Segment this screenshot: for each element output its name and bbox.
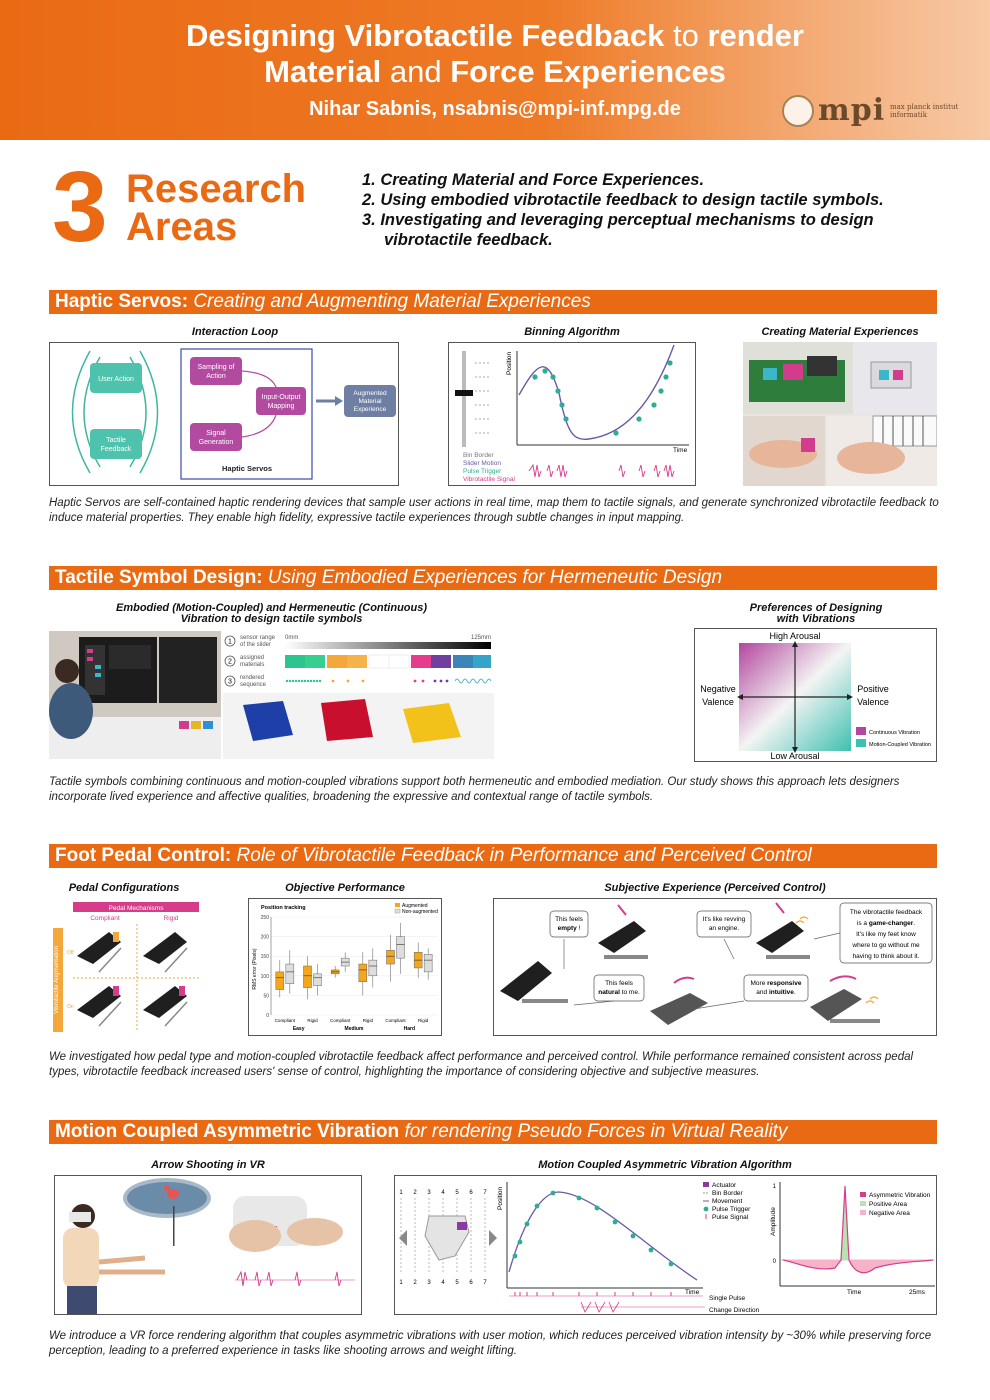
svg-text:Change Direction: Change Direction xyxy=(709,1307,760,1314)
svg-text:1: 1 xyxy=(399,1280,403,1286)
section-motion-coupled-title: Motion Coupled Asymmetric Vibration for rendering Pseudo Forces in Virtual Reality xyxy=(49,1120,937,1144)
objective-performance-boxplot xyxy=(248,898,442,1036)
svg-text:assigned: assigned xyxy=(240,655,265,661)
haptic-servos-description: Haptic Servos are self-contained haptic rendering devices that sample user actions in real time, map them to tactile signals, and generate synchronized vibrotactile feedback to induce material properties. They enable high fidelity, expressive tactile experiences through subtle changes in input mapping. xyxy=(49,497,939,524)
research-areas-list xyxy=(362,170,962,250)
svg-text:Negative: Negative xyxy=(700,684,736,694)
svg-text:0mm: 0mm xyxy=(285,635,299,641)
svg-text:Time: Time xyxy=(847,1289,862,1296)
svg-text:Pedal Mechanisms: Pedal Mechanisms xyxy=(108,905,164,912)
mpi-logo xyxy=(782,93,962,133)
y-tick-label: 100 xyxy=(260,973,269,980)
svg-text:Single Pulse: Single Pulse xyxy=(709,1295,746,1302)
svg-text:3: 3 xyxy=(427,1190,431,1196)
legend-augmented: Augmented xyxy=(402,903,428,909)
svg-text:This feels: This feels xyxy=(605,980,633,987)
svg-text:4: 4 xyxy=(441,1190,445,1196)
legend-non-augmented: Non-augmented xyxy=(402,909,438,915)
svg-text:Pulse Trigger: Pulse Trigger xyxy=(463,468,502,475)
subjective-experience-figure xyxy=(493,898,937,1036)
svg-text:rendered: rendered xyxy=(240,675,265,681)
research-area-item: 1. Creating Material and Force Experiences. xyxy=(362,171,705,189)
tactile-symbol-figure xyxy=(223,631,494,759)
svg-text:Low Arousal: Low Arousal xyxy=(770,751,820,761)
svg-text:User Action: User Action xyxy=(98,376,134,383)
svg-text:Positive: Positive xyxy=(857,684,889,694)
svg-text:Rigid: Rigid xyxy=(163,915,179,922)
y-tick-label: 150 xyxy=(260,954,269,961)
y-tick-label: 200 xyxy=(260,934,269,941)
svg-text:Input-Output: Input-Output xyxy=(261,394,301,401)
svg-text:5: 5 xyxy=(455,1280,459,1286)
box-non-augmented xyxy=(369,960,377,976)
svg-text:Position: Position xyxy=(506,351,513,375)
svg-text:Valence: Valence xyxy=(702,697,734,707)
caption-interaction-loop: Interaction Loop xyxy=(191,326,279,338)
motion-coupled-description: We introduce a VR force rendering algorithm that couples asymmetric vibrations with user motion, which reduces perceived vibration intensity by ~30% while preserving force perception, leading to a preferred experience in tasks like shooting arrows and weight lifting. xyxy=(49,1330,932,1357)
research-areas-title: Research Areas xyxy=(126,167,307,249)
caption-creating-material: Creating Material Experiences xyxy=(761,326,919,338)
poster-header xyxy=(0,0,990,140)
svg-text:1: 1 xyxy=(772,1184,776,1190)
svg-text:Actuator: Actuator xyxy=(712,1182,737,1189)
svg-text:6: 6 xyxy=(469,1280,473,1286)
svg-text:It's like revving: It's like revving xyxy=(702,916,746,923)
svg-text:Material: Material xyxy=(358,398,382,405)
x-tick-label: Compliant xyxy=(274,1018,295,1023)
svg-text:0: 0 xyxy=(772,1259,776,1265)
poster-title-line1: Designing Vibrotactile Feedback to render xyxy=(186,18,804,53)
svg-text:More responsive: More responsive xyxy=(750,980,802,987)
svg-text:Continuous Vibration: Continuous Vibration xyxy=(869,730,920,736)
svg-text:Position: Position xyxy=(497,1186,504,1210)
svg-text:Pulse Trigger: Pulse Trigger xyxy=(712,1206,751,1213)
x-tick-label: Compliant xyxy=(385,1018,406,1023)
minerva-seal-icon xyxy=(782,95,814,127)
svg-text:Valence: Valence xyxy=(857,697,889,707)
y-tick-label: 0 xyxy=(266,1013,269,1019)
svg-text:Signal: Signal xyxy=(206,430,226,437)
svg-text:Pulse Signal: Pulse Signal xyxy=(712,1214,749,1221)
svg-text:Compliant: Compliant xyxy=(90,915,120,922)
svg-text:Negative Area: Negative Area xyxy=(869,1210,910,1217)
svg-text:Vibrotactile Augmentation: Vibrotactile Augmentation xyxy=(54,946,60,1014)
box-augmented xyxy=(276,972,284,990)
caption-binning-algorithm: Binning Algorithm xyxy=(524,326,620,338)
svg-text:where to go without me: where to go without me xyxy=(852,942,920,949)
svg-text:5: 5 xyxy=(455,1190,459,1196)
svg-text:7: 7 xyxy=(483,1280,487,1286)
arrow-shooting-vr-figure xyxy=(54,1175,362,1315)
research-area-item: 3. Investigating and leveraging perceptual mechanisms to design vibrotactile feedback. xyxy=(362,211,874,249)
svg-text:On: On xyxy=(67,1004,74,1010)
svg-text:and intuitive.: and intuitive. xyxy=(756,989,796,996)
svg-text:2: 2 xyxy=(228,658,232,666)
svg-text:Off: Off xyxy=(67,950,74,956)
poster-title-line2: Material and Force Experiences xyxy=(264,54,726,89)
mpi-wordmark: mpi xyxy=(818,93,886,128)
svg-text:Action: Action xyxy=(206,373,226,380)
y-tick-label: 50 xyxy=(263,993,269,1000)
designer-at-workstation-photo xyxy=(49,631,221,759)
section-tactile-symbol-title: Tactile Symbol Design: Using Embodied Experiences for Hermeneutic Design xyxy=(49,566,937,590)
svg-text:Slider Motion: Slider Motion xyxy=(463,460,501,467)
box-non-augmented xyxy=(397,937,405,959)
research-areas-number: 3 xyxy=(52,151,108,263)
caption-pedal-configurations: Pedal Configurations xyxy=(68,882,180,894)
svg-text:3: 3 xyxy=(228,678,232,686)
svg-text:Bin Border: Bin Border xyxy=(712,1190,743,1197)
caption-embodied-hermeneutic: Embodied (Motion-Coupled) and Hermeneutic (Continuous) Vibration to design tactile symbols xyxy=(115,602,428,625)
binning-algorithm-figure xyxy=(448,342,696,486)
svg-text:Experience: Experience xyxy=(353,406,387,413)
caption-subjective-experience: Subjective Experience (Perceived Control) xyxy=(604,882,826,894)
svg-text:sequence: sequence xyxy=(240,682,267,688)
svg-text:4: 4 xyxy=(441,1280,445,1286)
svg-text:Positive Area: Positive Area xyxy=(869,1201,907,1208)
x-tick-label: Rigid xyxy=(307,1018,318,1023)
svg-text:2: 2 xyxy=(413,1280,417,1286)
svg-text:Movement: Movement xyxy=(712,1198,743,1205)
svg-text:Feedback: Feedback xyxy=(100,446,132,453)
asymmetric-vibration-algorithm-figure xyxy=(394,1175,937,1315)
svg-text:125mm: 125mm xyxy=(471,635,492,641)
chart-title: Position tracking xyxy=(261,905,306,911)
svg-text:High Arousal: High Arousal xyxy=(769,631,821,641)
x-tick-label: Compliant xyxy=(330,1018,351,1023)
interaction-loop-diagram xyxy=(49,342,399,486)
group-label: Medium xyxy=(344,1026,364,1032)
svg-text:Haptic Servos: Haptic Servos xyxy=(221,464,273,473)
svg-text:Tactile: Tactile xyxy=(106,437,126,444)
box-non-augmented xyxy=(286,964,294,984)
x-tick-label: Rigid xyxy=(362,1018,373,1023)
tactile-symbol-description: Tactile symbols combining continuous and motion-coupled vibrations support both hermeneutic and embodied mediation. Our study shows this approach lets designers incorporate lived experience and affective qualities, broadening the expressive and contextual range of tactile symbols. xyxy=(49,776,900,803)
svg-text:2: 2 xyxy=(413,1190,417,1196)
caption-preferences: Preferences of Designing with Vibrations xyxy=(749,602,883,625)
box-augmented xyxy=(387,950,395,964)
svg-text:of the slider: of the slider xyxy=(240,642,272,648)
material-experience-photos xyxy=(743,342,937,486)
pedal-configurations-figure xyxy=(49,898,204,1036)
svg-text:an engine.: an engine. xyxy=(708,925,740,932)
svg-text:7: 7 xyxy=(483,1190,487,1196)
svg-text:It's like my feet know: It's like my feet know xyxy=(856,931,916,938)
svg-text:25ms: 25ms xyxy=(909,1289,925,1296)
svg-text:having to think about it.: having to think about it. xyxy=(852,953,920,960)
svg-text:The vibrotactile feedback: The vibrotactile feedback xyxy=(849,909,923,916)
svg-text:Time: Time xyxy=(685,1289,700,1296)
svg-text:Bin Border: Bin Border xyxy=(463,452,494,459)
svg-text:is a game-changer.: is a game-changer. xyxy=(856,920,916,927)
y-tick-label: 250 xyxy=(260,915,269,921)
svg-text:Mapping: Mapping xyxy=(267,403,295,410)
box-non-augmented xyxy=(424,954,432,972)
svg-text:Time: Time xyxy=(673,447,688,454)
svg-text:Amplitude: Amplitude xyxy=(770,1207,777,1236)
svg-text:empty !: empty ! xyxy=(557,925,581,932)
caption-objective-performance: Objective Performance xyxy=(285,882,405,894)
svg-text:Vibrotactile Signal: Vibrotactile Signal xyxy=(463,476,515,483)
svg-text:Sampling of: Sampling of xyxy=(197,364,235,371)
svg-text:Asymmetric Vibration: Asymmetric Vibration xyxy=(869,1192,931,1199)
box-augmented xyxy=(359,964,367,982)
box-non-augmented xyxy=(314,974,322,986)
svg-text:1: 1 xyxy=(228,638,232,646)
caption-algorithm: Motion Coupled Asymmetric Vibration Algorithm xyxy=(538,1159,792,1171)
mpi-subtitle: max planck institut informatik xyxy=(890,103,959,119)
svg-text:This feels: This feels xyxy=(555,916,583,923)
svg-text:sensor range: sensor range xyxy=(240,635,276,641)
svg-text:Augmented: Augmented xyxy=(353,390,387,397)
svg-text:Generation: Generation xyxy=(198,439,234,446)
group-label: Easy xyxy=(292,1026,305,1032)
section-haptic-servos-title: Haptic Servos: Creating and Augmenting Material Experiences xyxy=(49,290,937,314)
x-tick-label: Rigid xyxy=(418,1018,429,1023)
section-foot-pedal-title: Foot Pedal Control: Role of Vibrotactile Feedback in Performance and Perceived Control xyxy=(49,844,937,868)
svg-text:natural to me.: natural to me. xyxy=(598,989,640,996)
research-area-item: 2. Using embodied vibrotactile feedback to design tactile symbols. xyxy=(362,191,884,209)
caption-arrow-shooting: Arrow Shooting in VR xyxy=(151,1159,265,1171)
group-label: Hard xyxy=(403,1026,416,1032)
svg-text:6: 6 xyxy=(469,1190,473,1196)
author-line: Nihar Sabnis, nsabnis@mpi-inf.mpg.de xyxy=(309,98,681,120)
svg-text:3: 3 xyxy=(427,1280,431,1286)
svg-text:Motion-Coupled Vibration: Motion-Coupled Vibration xyxy=(869,742,931,748)
svg-text:materials: materials xyxy=(240,662,265,668)
valence-arousal-quadrant xyxy=(694,628,937,762)
box-augmented xyxy=(304,966,312,988)
svg-text:1: 1 xyxy=(399,1190,403,1196)
chart-ylabel: RMS error (Pixels) xyxy=(252,948,258,990)
foot-pedal-description: We investigated how pedal type and motion-coupled vibrotactile feedback affect performance and perceived control. While performance remained consistent across pedal types, vibrotactile feedback increased users' sense of control, highlighting the importance of considering objective and subjective measures. xyxy=(49,1051,914,1078)
